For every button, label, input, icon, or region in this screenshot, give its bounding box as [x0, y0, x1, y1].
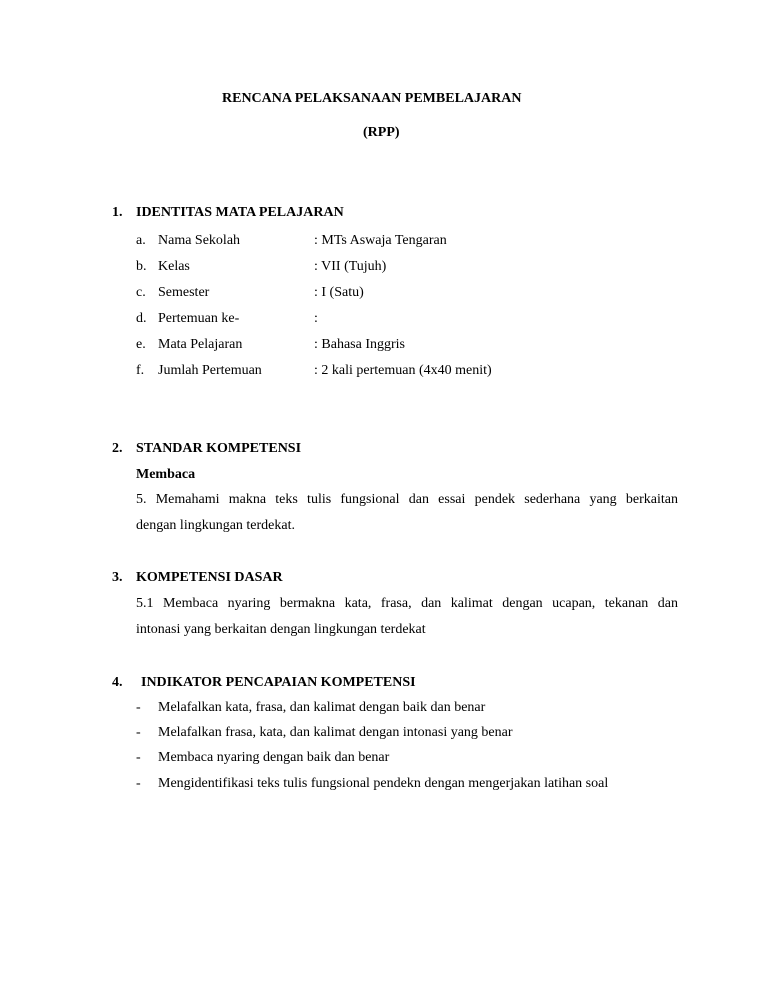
section-1-title: IDENTITAS MATA PELAJARAN [136, 205, 344, 220]
row-letter: c. [136, 285, 146, 300]
row-value: : 2 kali pertemuan (4x40 menit) [314, 363, 492, 378]
section-3-title: KOMPETENSI DASAR [136, 570, 283, 585]
bullet-dash: - [136, 700, 141, 715]
bullet-text: Membaca nyaring dengan baik dan benar [158, 750, 390, 765]
row-letter: d. [136, 311, 147, 326]
row-value: : MTs Aswaja Tengaran [314, 233, 447, 248]
section-2-subheading: Membaca [136, 467, 196, 482]
row-letter: e. [136, 337, 146, 352]
row-label: Semester [158, 285, 210, 300]
row-value: : [314, 311, 318, 326]
bullet-text: Melafalkan kata, frasa, dan kalimat dengan baik dan benar [158, 700, 486, 715]
paragraph-line: dengan lingkungan terdekat. [136, 518, 296, 533]
row-label: Jumlah Pertemuan [158, 363, 262, 378]
paragraph-line: 5. Memahami makna teks tulis fungsional dan essai pendek sederhana yang berkaitan [136, 492, 678, 507]
document-subtitle-text: (RPP) [363, 125, 400, 140]
section-2-title: STANDAR KOMPETENSI [136, 441, 302, 456]
section-1-number: 1. [112, 205, 123, 220]
row-letter: b. [136, 259, 147, 274]
bullet-dash: - [136, 776, 141, 791]
row-label: Kelas [158, 259, 190, 274]
row-letter: f. [136, 363, 145, 378]
bullet-dash: - [136, 750, 141, 765]
bullet-dash: - [136, 725, 141, 740]
row-letter: a. [136, 233, 146, 248]
section-4-number: 4. [112, 675, 123, 690]
bullet-text: Mengidentifikasi teks tulis fungsional pendekn dengan mengerjakan latihan soal [158, 776, 609, 791]
section-4-heading [112, 675, 416, 691]
section-3-paragraph [136, 591, 678, 643]
row-label: Nama Sekolah [158, 233, 241, 248]
section-4-title: INDIKATOR PENCAPAIAN KOMPETENSI [141, 675, 416, 690]
bullet-text: Melafalkan frasa, kata, dan kalimat dengan intonasi yang benar [158, 725, 513, 740]
section-3-heading [112, 570, 283, 586]
row-label: Mata Pelajaran [158, 337, 243, 352]
section-2-paragraph [136, 487, 678, 539]
paragraph-line: intonasi yang berkaitan dengan lingkungan terdekat [136, 622, 426, 637]
row-value: : Bahasa Inggris [314, 337, 405, 352]
row-label: Pertemuan ke- [158, 311, 240, 326]
section-3-number: 3. [112, 570, 123, 585]
section-1-heading [112, 205, 344, 221]
document-title-text: RENCANA PELAKSANAAN PEMBELAJARAN [222, 91, 522, 106]
section-2-number: 2. [112, 441, 123, 456]
row-value: : VII (Tujuh) [314, 259, 387, 274]
row-value: : I (Satu) [314, 285, 364, 300]
section-2-heading [112, 441, 301, 457]
paragraph-line: 5.1 Membaca nyaring bermakna kata, frasa, dan kalimat dengan ucapan, tekanan dan [136, 596, 678, 611]
